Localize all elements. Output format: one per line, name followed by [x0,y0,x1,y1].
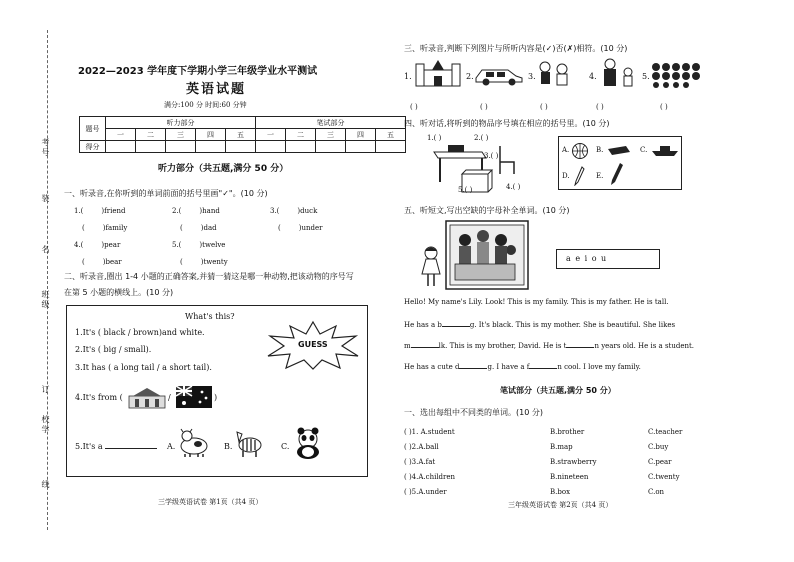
family-photo-icon [445,220,529,290]
q4-opt-e: E. [596,172,604,180]
binding-mark: 线 [41,480,50,488]
kids-icon [536,60,574,88]
w1-row-b: B.brother [550,428,585,436]
q2-line-2: 2.It's ( big / small). [75,345,152,354]
w1-row-c: C.on [648,488,665,496]
q1-title: 一、听录音,在你听到的单词前面的括号里画"✓"。(10 分) [64,189,268,198]
option-c-label: C. [281,442,290,451]
score-col: 五 [226,129,256,141]
passage-blank[interactable] [411,340,439,348]
binding-mark: 级 [41,300,50,308]
q4-label[interactable]: 3.( ) [484,152,499,160]
passage-blank[interactable] [459,361,487,369]
q1-item[interactable]: 4.( )pear [74,241,121,249]
vowels-text: a e i o u [566,254,608,263]
ship-icon [650,142,680,158]
w1-row-a[interactable]: ( )5.A.under [404,488,447,496]
balls-icon [651,62,707,88]
q4-label[interactable]: 2.( ) [474,134,489,142]
w1-row-a[interactable]: ( )2.A.ball [404,443,439,451]
score-cell[interactable] [226,141,256,153]
q1-item[interactable]: ( )dad [180,224,217,232]
binding-mark: 号 [41,148,50,156]
q5-title: 五、听短文,写出空缺的字母补全单词。(10 分) [404,206,570,215]
q1-item[interactable]: 5.( )twelve [172,241,226,249]
q2-line-5: 5.It's a [75,442,157,452]
girl-icon [418,246,444,288]
option-a-label: A. [167,442,176,451]
chair-icon [496,144,520,178]
score-col: 二 [286,129,316,141]
australia-flag-icon [176,386,212,408]
q2-line-3: 3.It has ( a long tail / a short tail). [75,363,212,372]
binding-mark: 名 [41,245,50,253]
score-table-row1-label: 题号 [80,117,106,141]
passage-blank[interactable] [566,340,594,348]
binding-mark: 校 [41,415,50,423]
score-col: 五 [376,129,406,141]
score-col: 一 [256,129,286,141]
pencil-icon [608,162,624,186]
exam-subtitle: 英语试题 [186,82,247,97]
score-table-written: 笔试部分 [256,117,406,129]
q3-answer-paren[interactable]: ( ) [596,103,604,111]
passage-line-1: Hello! My name's Lily. Look! This is my family. This is my father. He is tall. [404,298,669,306]
score-cell[interactable] [196,141,226,153]
q4-label[interactable]: 5.( ) [458,186,473,194]
q1-item[interactable]: 2.( )hand [172,207,220,215]
q2-line-4-close: ) [214,393,218,402]
q3-title: 三、听录音,判断下列图片与所听内容是(✓)否(✗)相符。(10 分) [404,44,628,53]
q3-num: 1. [404,72,412,81]
score-table-row2-label: 得分 [80,141,106,153]
score-col: 三 [316,129,346,141]
w1-row-b: B.strawberry [550,458,597,466]
binding-dashed-line [47,30,48,530]
q1-item[interactable]: 1.( )friend [74,207,126,215]
w1-row-c: C.pear [648,458,672,466]
w1-row-a[interactable]: ( )3.A.fat [404,458,436,466]
score-col: 一 [106,129,136,141]
car-icon [474,62,524,86]
binding-mark: 学 [41,425,50,433]
zebra-icon[interactable] [235,428,265,458]
option-b-label: B. [224,442,233,451]
q1-item[interactable]: ( )twenty [180,258,228,266]
score-cell[interactable] [136,141,166,153]
basketball-icon [571,142,589,160]
q1-item[interactable]: ( )under [278,224,323,232]
w1-row-c: C.teacher [648,428,683,436]
q4-opt-d: D. [562,172,570,180]
q4-opt-a: A. [562,146,570,154]
q2-line-4-slash: / [168,393,171,402]
w1-row-c: C.twenty [648,473,680,481]
q2-box-heading: What's this? [185,312,235,321]
w1-title: 一、选出每组中不同类的单词。(10 分) [404,408,543,417]
score-col: 三 [166,129,196,141]
china-landmark-icon [127,386,167,410]
score-table-listening: 听力部分 [106,117,256,129]
q2-answer-blank[interactable] [105,448,157,449]
score-cell[interactable] [256,141,286,153]
q4-title: 四、听对话,将听到的物品序号填在相应的括号里。(10 分) [404,119,610,128]
q4-opt-c: C. [640,146,648,154]
q2-line-4: 4.It's from ( [75,393,123,402]
score-cell[interactable] [316,141,346,153]
score-cell[interactable] [346,141,376,153]
passage-blank[interactable] [442,319,470,327]
w1-row-a[interactable]: ( )4.A.children [404,473,456,481]
w1-row-c: C.buy [648,443,669,451]
w1-row-b: B.map [550,443,573,451]
q3-num: 5. [642,72,650,81]
left-footer: 三学级英语试卷 第1页（共4 页） [158,498,263,506]
exam-title: 2022—2023 学年度下学期小学三年级学业水平测试 [78,66,318,77]
q2-title-line1: 二、听录音,圈出 1-4 小题的正确答案,并猜一猜这是哪一种动物,把该动物的序号写 [64,272,354,281]
score-cell[interactable] [166,141,196,153]
q3-num: 2. [466,72,474,81]
q2-title-line2: 在第 5 小题的横线上。(10 分) [64,288,174,297]
panda-icon[interactable] [291,426,325,460]
q4-label[interactable]: 1.( ) [427,134,442,142]
passage-line-3: m lk. This is my brother, David. He is t n years old. He is a student. [404,342,695,350]
q3-answer-paren[interactable]: ( ) [660,103,668,111]
w1-row-b: B.box [550,488,571,496]
binding-mark: 班 [41,290,50,298]
passage-line-2: He has a b g. It's black. This is my mother. She is beautiful. She likes [404,321,676,329]
w1-row-a[interactable]: ( )1. A.student [404,428,455,436]
q3-answer-paren[interactable]: ( ) [410,103,418,111]
passage-line-4: He has a cute d g. I have a f n cool. I love my family. [404,363,641,371]
q1-item[interactable]: ( )family [82,224,128,232]
listening-heading: 听力部分（共五题,满分 50 分） [158,164,289,174]
q4-label[interactable]: 4.( ) [506,183,521,191]
cow-icon[interactable] [178,428,210,458]
right-footer: 三年级英语试卷 第2页（共4 页） [508,501,613,509]
man-boy-icon [598,58,638,88]
w1-row-b: B.nineteen [550,473,589,481]
passage-blank[interactable] [529,361,557,369]
binding-mark: 订 [41,385,50,393]
castle-icon [412,60,464,88]
score-cell[interactable] [286,141,316,153]
score-cell[interactable] [376,141,406,153]
pen-icon [573,166,585,186]
q1-item[interactable]: ( )bear [82,258,122,266]
exam-meta: 满分:100 分 时间:60 分钟 [164,101,247,109]
score-col: 二 [136,129,166,141]
score-cell[interactable] [106,141,136,153]
q4-opt-b: B. [596,146,604,154]
q3-answer-paren[interactable]: ( ) [540,103,548,111]
book-icon [606,144,632,158]
q3-answer-paren[interactable]: ( ) [480,103,488,111]
binding-mark: 考 [41,138,50,146]
written-heading: 笔试部分（共五题,满分 50 分） [500,386,616,395]
guess-label: GUESS [298,340,328,349]
score-col: 四 [346,129,376,141]
score-table [79,116,406,153]
score-col: 四 [196,129,226,141]
q3-num: 4. [589,72,597,81]
binding-mark: 装 [41,194,50,202]
q1-item[interactable]: 3.( )duck [270,207,318,215]
q3-num: 3. [528,72,536,81]
q2-line-1: 1.It's ( black / brown)and white. [75,328,205,337]
